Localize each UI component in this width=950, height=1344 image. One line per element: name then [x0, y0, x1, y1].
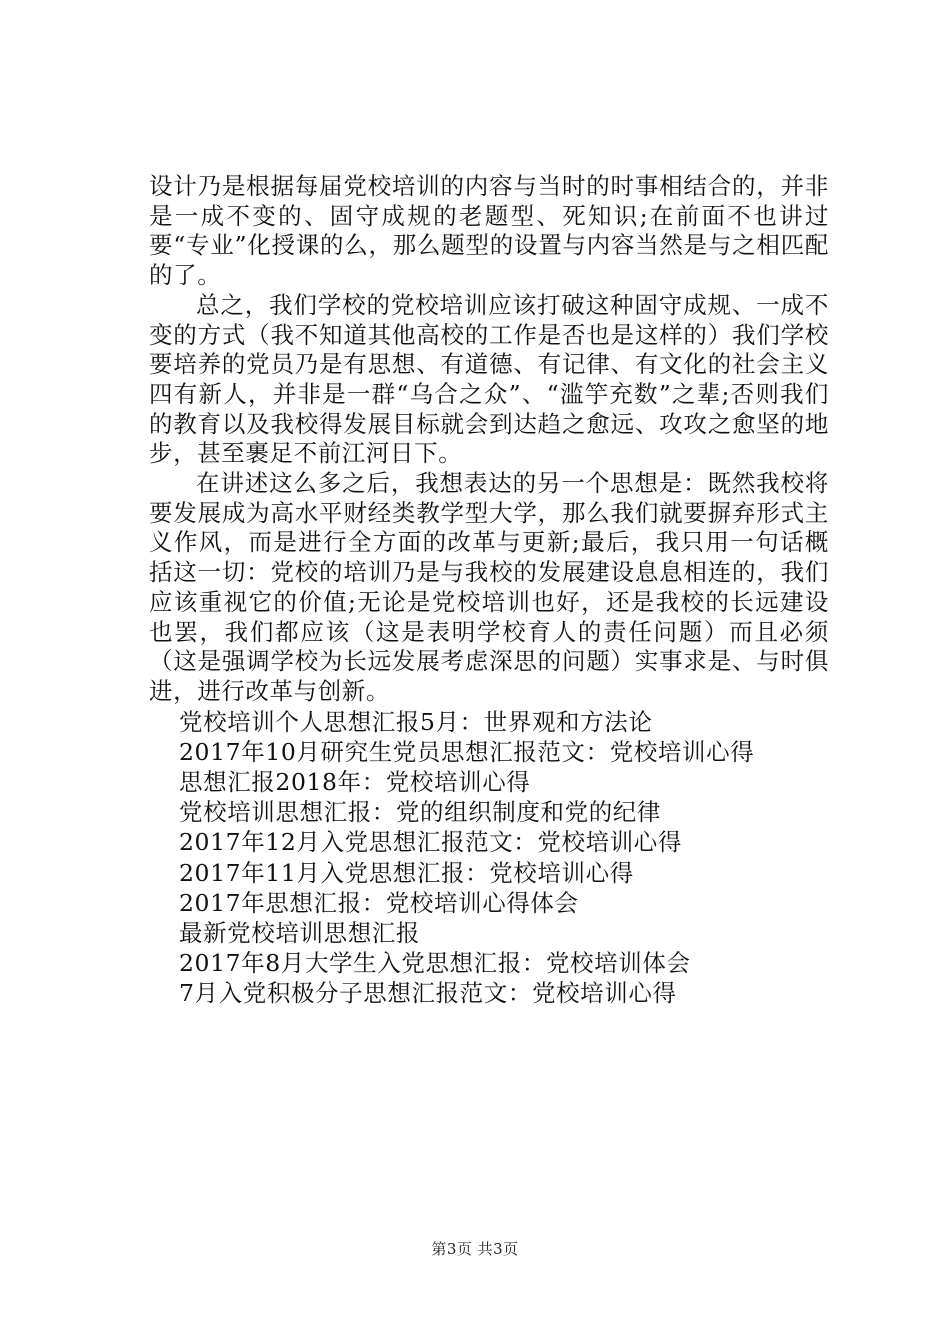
- related-link[interactable]: 最新党校培训思想汇报: [179, 919, 420, 948]
- related-link[interactable]: 2017年12月入党思想汇报范文：党校培训心得: [179, 828, 683, 857]
- related-link[interactable]: 党校培训思想汇报：党的组织制度和党的纪律: [179, 798, 661, 827]
- paragraph-3: 在讲述这么多之后，我想表达的另一个思想是：既然我校将要发展成为高水平财经类教学型大学，那么我们就要摒弃形式主义作风，而是进行全方面的改革与更新;最后，我只用一句话概括这一切：党校的培训乃是与我校的发展建设息息相连的，我们应该重视它的价值;无论是党校培训也好，还是我校的长远建设也罢，我们都应该（这是表明学校育人的责任问题）而且必须（这是强调学校为长远发展考虑深思的问题）实事求是、与时俱进，进行改革与创新。: [149, 469, 829, 705]
- paragraph-1: 设计乃是根据每届党校培训的内容与当时的时事相结合的，并非是一成不变的、固守成规的老题型、死知识;在前面不也讲过要“专业”化授课的么，那么题型的设置与内容当然是与之相匹配的了。: [149, 172, 829, 290]
- related-link[interactable]: 2017年10月研究生党员思想汇报范文：党校培训心得: [179, 737, 755, 766]
- paragraph-2: 总之，我们学校的党校培训应该打破这种固守成规、一成不变的方式（我不知道其他高校的工作是否也是这样的）我们学校要培养的党员乃是有思想、有道德、有记律、有文化的社会主义四有新人，并非是一群“乌合之众”、“滥竽充数”之辈;否则我们的教育以及我校得发展目标就会到达趋之愈远、攻攻之愈坚的地步，甚至裹足不前江河日下。: [149, 290, 829, 468]
- related-link[interactable]: 2017年11月入党思想汇报：党校培训心得: [179, 858, 634, 887]
- related-link[interactable]: 7月入党积极分子思想汇报范文：党校培训心得: [179, 979, 677, 1008]
- related-links-list: [149, 707, 829, 1009]
- page-number-footer: 第3页 共3页: [431, 1240, 519, 1258]
- related-link[interactable]: 党校培训个人思想汇报5月：世界观和方法论: [179, 707, 653, 736]
- related-link[interactable]: 思想汇报2018年：党校培训心得: [179, 768, 531, 797]
- document-body: [149, 172, 829, 1009]
- related-link[interactable]: 2017年思想汇报：党校培训心得体会: [179, 888, 579, 917]
- related-link[interactable]: 2017年8月大学生入党思想汇报：党校培训体会: [179, 949, 691, 978]
